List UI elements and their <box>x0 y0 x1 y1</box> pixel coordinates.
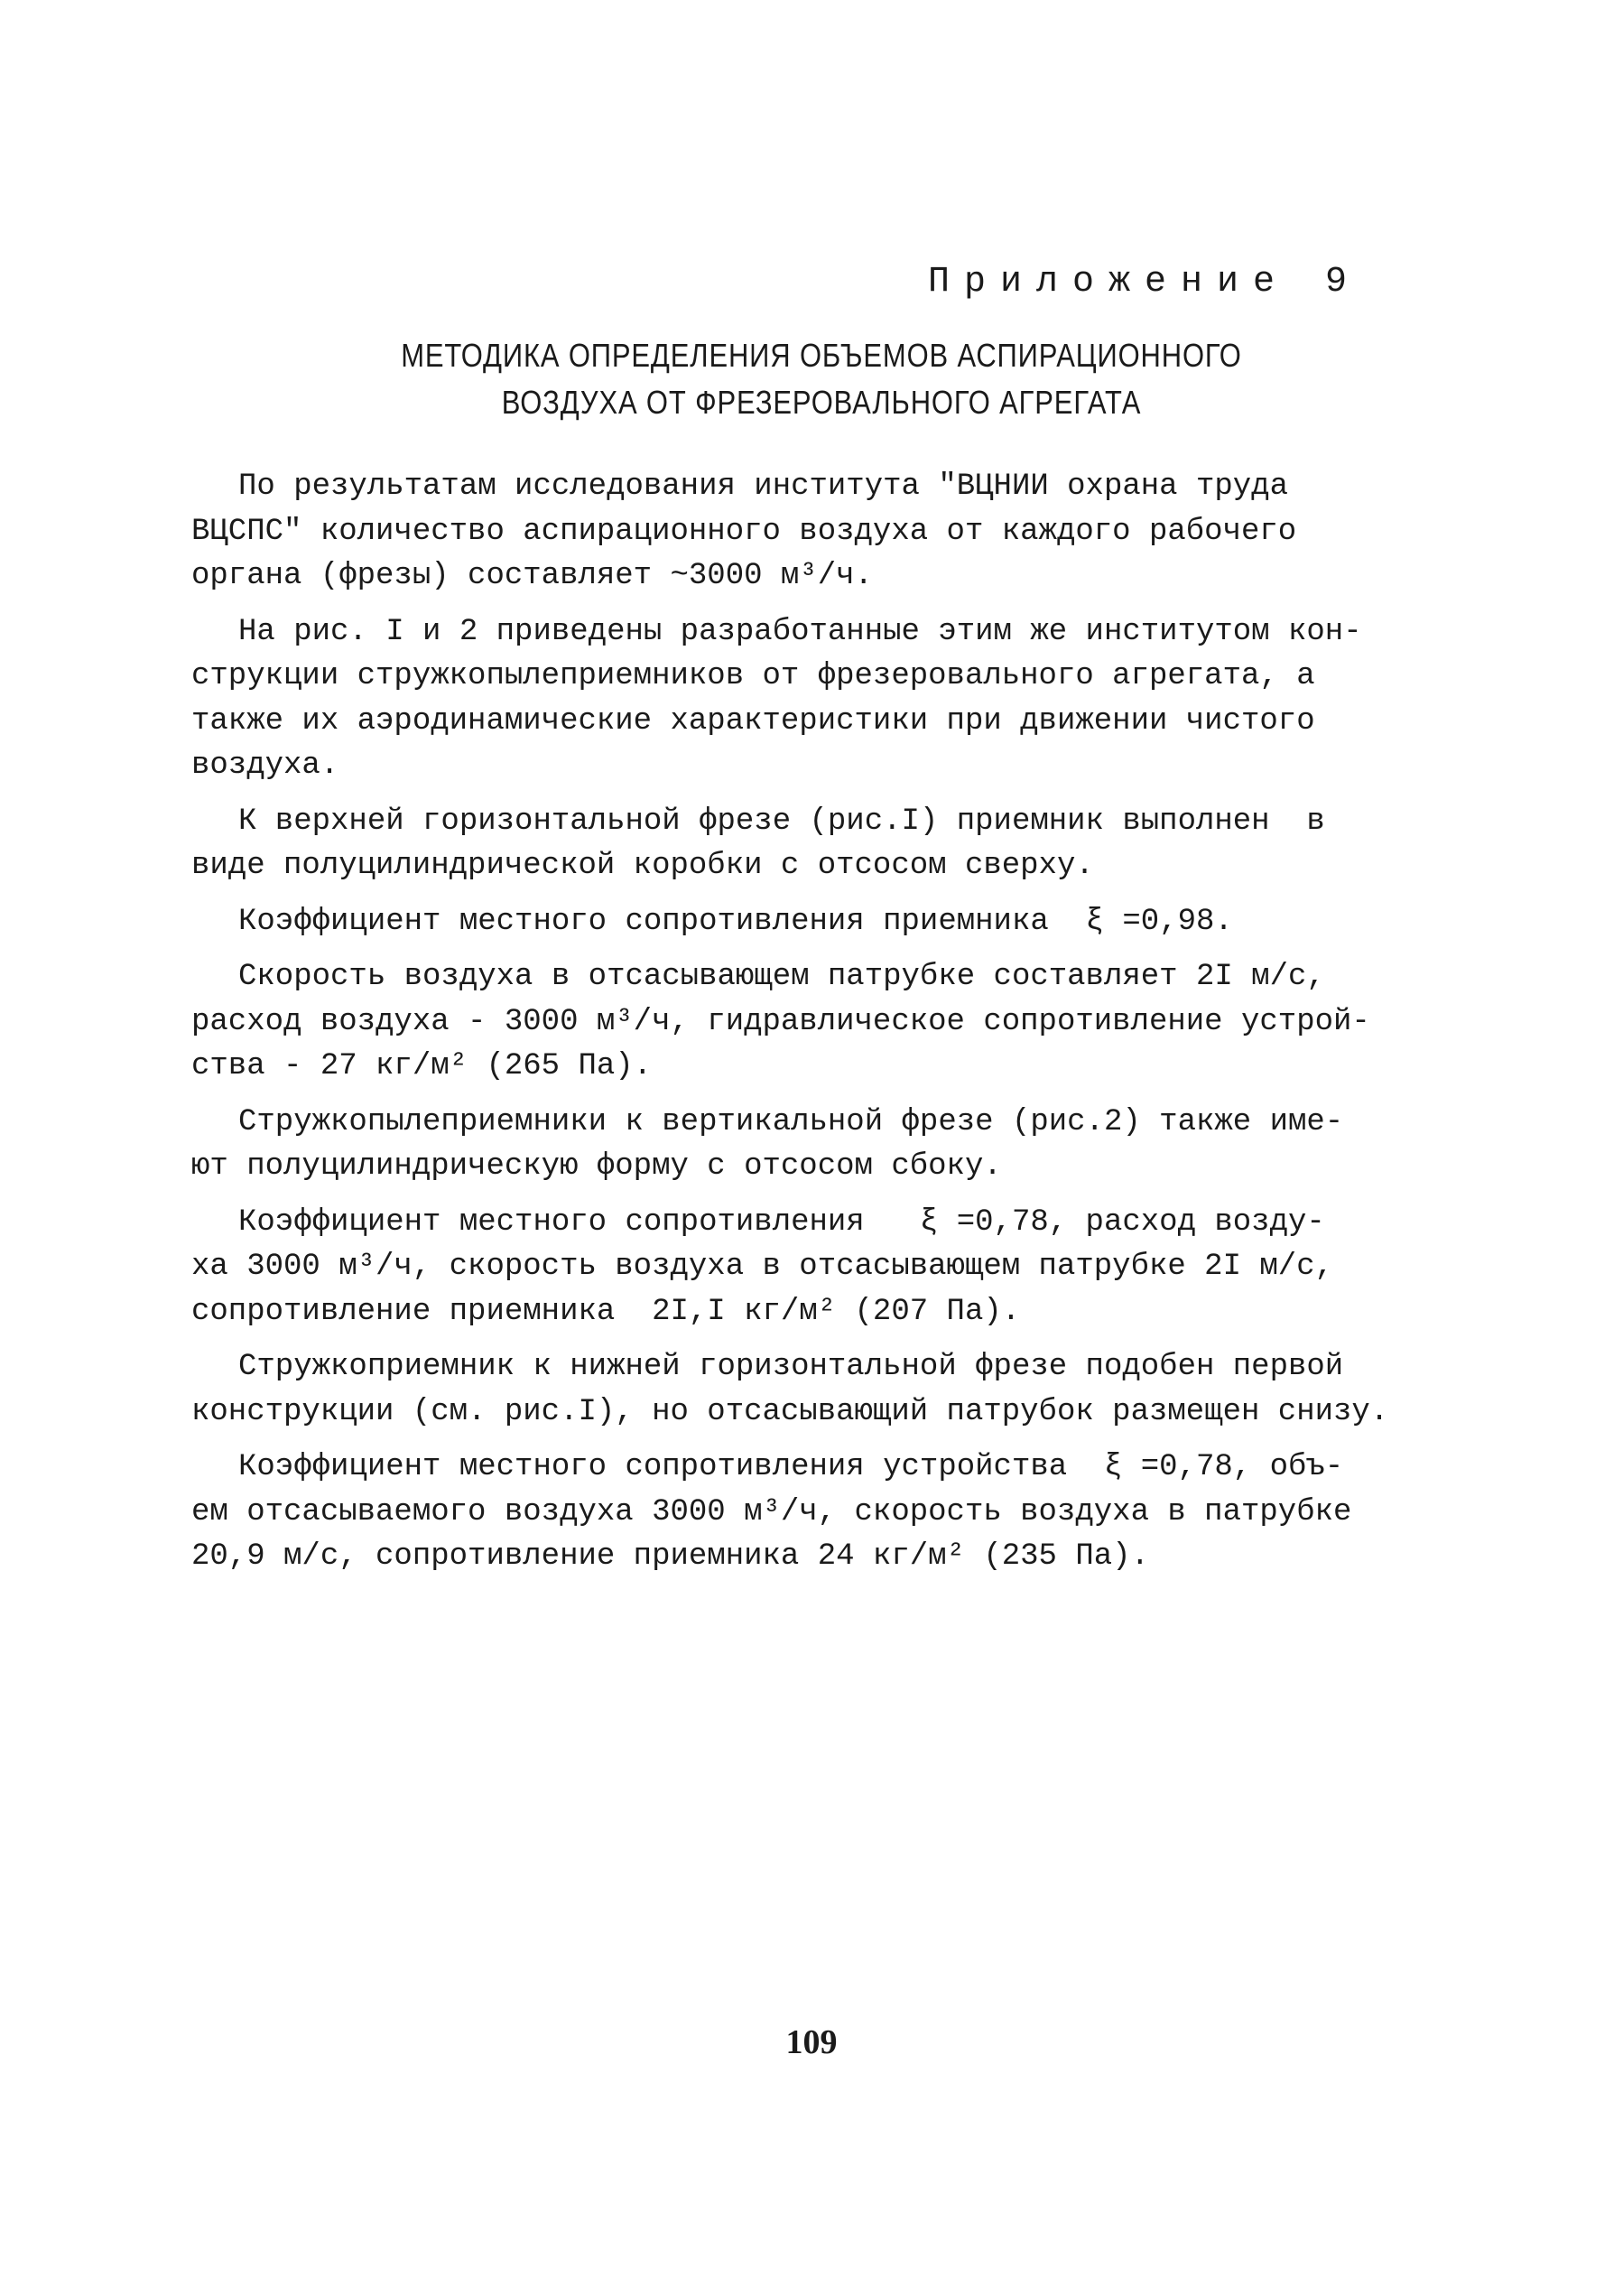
text-line: сопротивление приемника 2I,I кг/м² (207 Па). <box>191 1294 1021 1329</box>
paragraph-4 <box>191 900 1401 945</box>
text-line: виде полуцилиндрической коробки с отсосом сверху. <box>191 849 1094 883</box>
text-line: Скорость воздуха в отсасывающем патрубке составляет 2I м/с, <box>238 960 1325 994</box>
text-line: Стружкопылеприемники к вертикальной фрезе (рис.2) также име- <box>238 1104 1344 1139</box>
text-line: воздуха. <box>191 748 339 783</box>
document-body <box>191 465 1401 1591</box>
paragraph-7 <box>191 1201 1401 1335</box>
text-line: По результатам исследования института "ВЦНИИ охрана труда <box>238 469 1288 504</box>
appendix-label: Приложение 9 <box>927 262 1361 302</box>
text-line: 20,9 м/с, сопротивление приемника 24 кг/м² (235 Па). <box>191 1539 1149 1574</box>
text-line: органа (фрезы) составляет ~3000 м³/ч. <box>191 559 873 593</box>
text-line: ха 3000 м³/ч, скорость воздуха в отсасывающем патрубке 2I м/с, <box>191 1250 1334 1284</box>
page-number: 109 <box>785 2023 838 2061</box>
title-line-1: МЕТОДИКА ОПРЕДЕЛЕНИЯ ОБЪЕМОВ АСПИРАЦИОННОГО <box>401 337 1242 374</box>
text-line: ем отсасываемого воздуха 3000 м³/ч, скорость воздуха в патрубке <box>191 1494 1352 1529</box>
text-line: Коэффициент местного сопротивления приемника ξ =0,98. <box>238 904 1233 939</box>
text-line: также их аэродинамические характеристики при движении чистого <box>191 703 1315 739</box>
text-line: Коэффициент местного сопротивления устройства ξ =0,78, объ- <box>238 1450 1344 1484</box>
text-line: ют полуцилиндрическую форму с отсосом сбоку. <box>191 1149 1002 1184</box>
paragraph-3 <box>191 800 1401 889</box>
text-line: конструкции (см. рис.I), но отсасывающий патрубок размещен снизу. <box>191 1394 1389 1429</box>
title-line-2: ВОЗДУХА ОТ ФРЕЗЕРОВАЛЬНОГО АГРЕГАТА <box>501 384 1142 421</box>
paragraph-6 <box>191 1101 1401 1190</box>
text-line: расход воздуха - 3000 м³/ч, гидравлическое сопротивление устрой- <box>191 1004 1370 1039</box>
text-line: Стружкоприемник к нижней горизонтальной фрезе подобен первой <box>238 1350 1344 1384</box>
text-line: На рис. I и 2 приведены разработанные этим же институтом кон- <box>238 614 1362 649</box>
paragraph-5 <box>191 955 1401 1090</box>
text-line: струкции стружкопылеприемников от фрезеровального агрегата, а <box>191 659 1315 693</box>
paragraph-1 <box>191 465 1401 600</box>
paragraph-8 <box>191 1345 1401 1435</box>
paragraph-9 <box>191 1445 1401 1580</box>
text-line: ства - 27 кг/м² (265 Па). <box>191 1049 653 1083</box>
text-line: ВЦСПС" количество аспирационного воздуха от каждого рабочего <box>191 514 1297 549</box>
text-line: К верхней горизонтальной фрезе (рис.I) приемник выполнен в <box>238 804 1325 839</box>
text-line: Коэффициент местного сопротивления ξ =0,78, расход возду- <box>238 1204 1325 1240</box>
paragraph-2 <box>191 610 1401 789</box>
document-title <box>332 332 1311 426</box>
